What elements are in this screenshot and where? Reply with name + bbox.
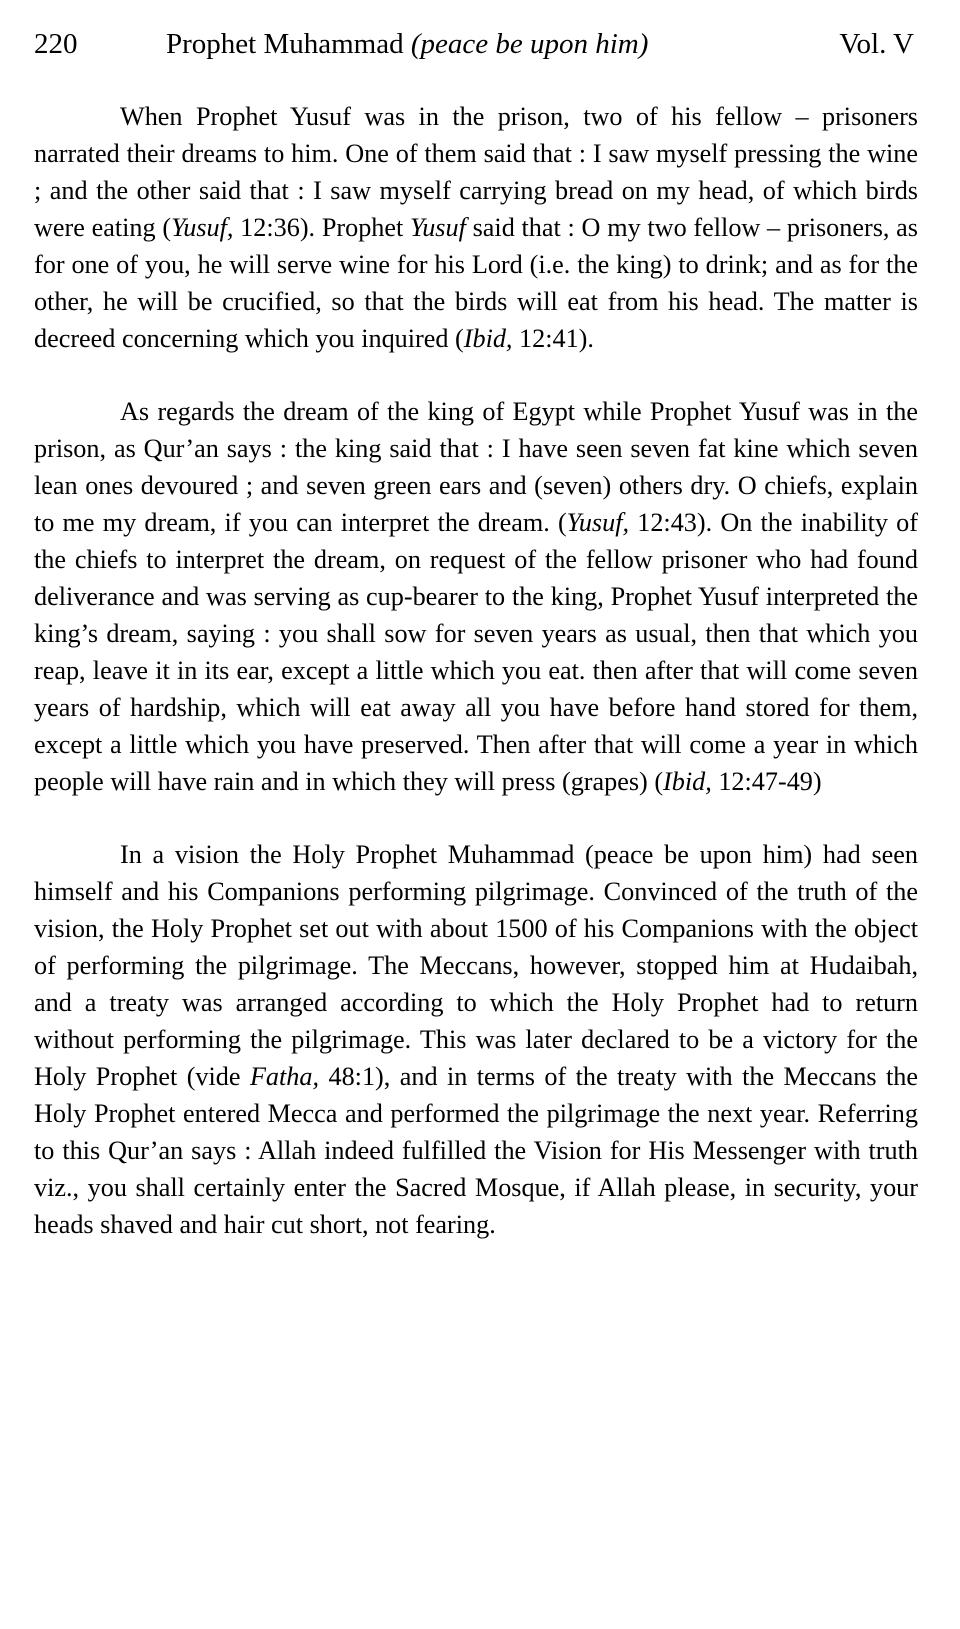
p1-italic-2: Yusuf <box>410 213 466 242</box>
p1-text-1: When Prophet Yusuf was in the prison, two of his fellow – prisoners narrated their dreams to him. One of them said that : I saw myself pressing the wine ; and the other said that : I saw myself carrying bread on my head, of which birds were eating ( <box>34 102 918 242</box>
running-title <box>166 22 648 66</box>
p1-text-4: 12:41). <box>512 324 594 353</box>
p3-text-1: In a vision the Holy Prophet Muhammad (peace be upon him) had seen himself and his Companions performing pilgrimage. Convinced of the truth of the vision, the Holy Prophet set out with about 1500 of his Companions with the object of performing the pilgrimage. The Meccans, however, stopped him at Hudaibah, and a treaty was arranged according to which the Holy Prophet had to return without performing the pilgrimage. This was later declared to be a victory for the Holy Prophet (vide <box>34 840 918 1091</box>
body-text <box>34 98 918 1243</box>
p1-text-2: 12:36). Prophet <box>233 213 411 242</box>
p1-italic-1: Yusuf, <box>171 213 234 242</box>
p3-italic-1: Fatha, <box>249 1062 320 1091</box>
p3-text-2: 48:1), and in terms of the treaty with the Meccans the Holy Prophet entered Mecca and performed the pilgrimage the next year. Referring to this Qur’an says : Allah indeed fulfilled the Vision for His Messenger with truth viz., you shall certainly enter the Sacred Mosque, if Allah please, in security, your heads shaved and hair cut short, not fearing. <box>34 1062 918 1239</box>
p1-text-3: said that : O my two fellow – prisoners, as for one of you, he will serve wine for his Lord (i.e. the king) to drink; and as for the other, he will be crucified, so that the birds will eat from his head. The matter is decreed concerning which you inquired ( <box>34 213 918 353</box>
volume-label: Vol. V <box>839 28 914 60</box>
p2-text-1: As regards the dream of the king of Egypt while Prophet Yusuf was in the prison, as Qur’an says : the king said that : I have seen seven fat kine which seven lean ones devoured ; and seven green ears and (seven) others dry. O chiefs, explain to me my dream, if you can interpret the dream. ( <box>34 397 918 537</box>
paragraph-3 <box>34 836 918 1243</box>
running-title-italic: (peace be upon him) <box>410 28 649 60</box>
running-header <box>34 22 914 66</box>
p2-text-3: 12:47-49) <box>711 767 822 796</box>
page-number: 220 <box>34 28 78 60</box>
p1-italic-3: Ibid, <box>463 324 513 353</box>
paragraph-1 <box>34 98 918 357</box>
running-title-main: Prophet Muhammad <box>166 28 404 60</box>
paragraph-2 <box>34 393 918 800</box>
p2-text-2: 12:43). On the inability of the chiefs to interpret the dream, on request of the fellow prisoner who had found deliverance and was serving as cup-bearer to the king, Prophet Yusuf interpreted the king’s dream, saying : you shall sow for seven years as usual, then that which you reap, leave it in its ear, except a little which you eat. then after that will come seven years of hardship, which will eat away all you have before hand stored for them, except a little which you have preserved. Then after that will come a year in which people will have rain and in which they will press (grapes) ( <box>34 508 918 796</box>
p2-italic-2: Ibid, <box>663 767 712 796</box>
p2-italic-1: Yusuf, <box>566 508 630 537</box>
